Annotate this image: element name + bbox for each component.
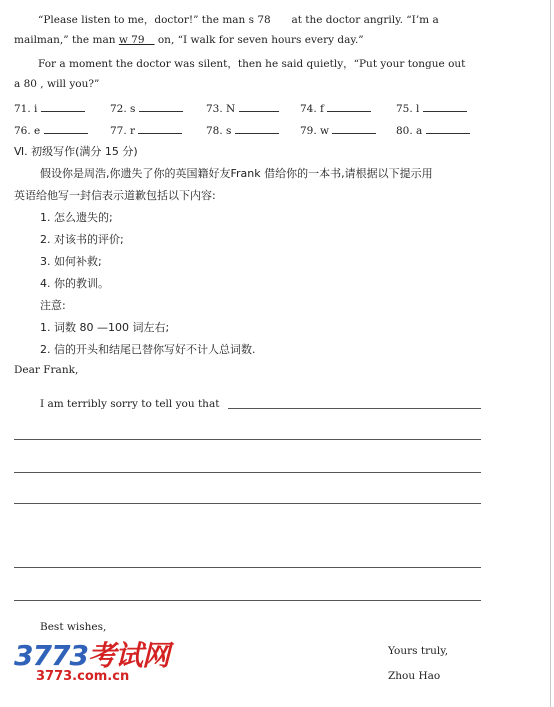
blank-79-hint: w 79	[118, 34, 145, 46]
logo-url: 3773.com.cn	[36, 669, 130, 684]
answer-blank-72[interactable]: 72. s	[110, 101, 183, 115]
note-label: 注意:	[40, 299, 66, 312]
answer-blank-71[interactable]: 71. i	[14, 101, 85, 115]
site-watermark-logo	[14, 639, 169, 684]
passage-line-3: For a moment the doctor was silent，then he said quietly，“Put your tongue out	[38, 58, 466, 70]
note-1: 1. 词数 80 —100 词左右;	[40, 321, 170, 334]
writing-line-first[interactable]	[228, 408, 481, 409]
letter-greeting: Dear Frank,	[14, 364, 79, 376]
letter-closing: Best wishes,	[40, 621, 107, 633]
passage-line-2	[14, 34, 364, 46]
passage-line-4: a 80 , will you?”	[14, 78, 100, 90]
section-intro-1: 假设你是周浩,你遗失了你的英国籍好友Frank 借给你的一本书,请根据以下提示用	[40, 167, 433, 180]
answer-blank-75[interactable]: 75. l	[396, 101, 467, 115]
answer-blank-74[interactable]: 74. f	[300, 101, 371, 115]
writing-line[interactable]	[14, 567, 481, 568]
letter-opening: I am terribly sorry to tell you that	[40, 398, 220, 410]
answer-blank-78[interactable]: 78. s	[206, 123, 279, 137]
note-2: 2. 信的开头和结尾已替你写好不计人总词数.	[40, 343, 256, 356]
prompt-point-4: 4. 你的教训。	[40, 277, 109, 290]
writing-line[interactable]	[14, 600, 481, 601]
section-title: Ⅵ. 初级写作(满分 15 分)	[14, 145, 138, 158]
writing-line[interactable]	[14, 503, 481, 504]
page-border	[550, 0, 551, 707]
passage-text: mailman,” the man	[14, 34, 116, 46]
prompt-point-1: 1. 怎么遗失的;	[40, 211, 113, 224]
writing-line[interactable]	[14, 472, 481, 473]
letter-name: Zhou Hao	[388, 670, 441, 682]
passage-line-1	[38, 12, 439, 27]
writing-line[interactable]	[14, 439, 481, 440]
passage-text: “Please listen to me，doctor!” the man s 78	[38, 14, 271, 26]
prompt-point-3: 3. 如何补救;	[40, 255, 102, 268]
answer-blank-73[interactable]: 73. N	[206, 101, 279, 115]
answer-blank-77[interactable]: 77. r	[110, 123, 182, 137]
answer-blank-76[interactable]: 76. e	[14, 123, 88, 137]
answer-blank-79[interactable]: 79. w	[300, 123, 376, 137]
logo-number: 3773	[14, 639, 88, 672]
answer-blank-80[interactable]: 80. a	[396, 123, 470, 137]
passage-text: on, “I walk for seven hours every day.”	[157, 34, 364, 46]
section-intro-2: 英语给他写一封信表示道歉包括以下内容:	[14, 189, 216, 202]
passage-text: at the doctor angrily. “I’m a	[291, 14, 439, 26]
logo-name: 考试网	[87, 639, 169, 672]
letter-signoff: Yours truly,	[388, 645, 449, 657]
prompt-point-2: 2. 对该书的评价;	[40, 233, 124, 246]
